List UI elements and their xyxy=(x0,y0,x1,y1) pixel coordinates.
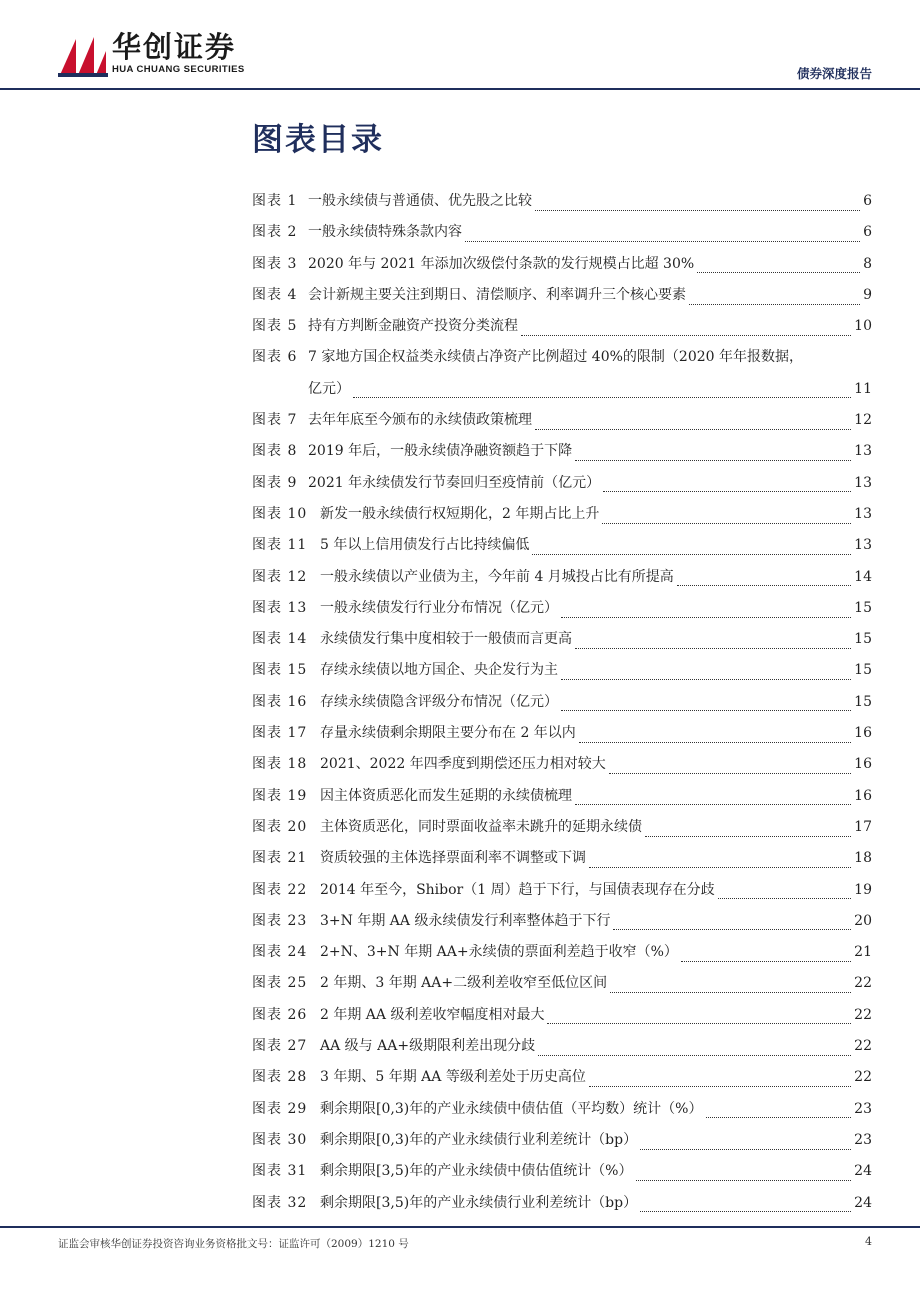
toc-entry-label: 图表 11 xyxy=(252,537,308,554)
toc-entry-label: 图表 18 xyxy=(252,756,308,773)
toc-entry[interactable] xyxy=(252,436,872,467)
toc-entry-label: 图表 20 xyxy=(252,818,308,835)
toc-entry-label: 图表 24 xyxy=(252,944,308,961)
toc-entry[interactable] xyxy=(252,342,872,405)
toc-dot-leader xyxy=(547,1022,851,1024)
toc-entry-label: 图表 19 xyxy=(252,787,308,804)
toc-entry-title: 3+N 年期 AA 级永续债发行利率整体趋于下行 xyxy=(320,912,611,929)
toc-entry-title: 存续永续债隐含评级分布情况（亿元） xyxy=(320,693,558,710)
toc-entry-title: 资质较强的主体选择票面利率不调整或下调 xyxy=(320,850,586,867)
toc-dot-leader xyxy=(561,709,851,711)
toc-entry-page: 24 xyxy=(854,1194,872,1211)
toc-entry-page: 23 xyxy=(854,1131,872,1148)
toc-entry-title: 主体资质恶化，同时票面收益率未跳升的延期永续债 xyxy=(320,818,642,835)
toc-dot-leader xyxy=(561,616,851,618)
brand-name-english: HUA CHUANG SECURITIES xyxy=(112,64,245,75)
toc-dot-leader xyxy=(579,741,851,743)
toc-entry-page: 20 xyxy=(854,912,872,929)
toc-dot-leader xyxy=(640,1210,851,1212)
toc-entry-title: 2 年期 AA 级利差收窄幅度相对最大 xyxy=(320,1006,545,1023)
toc-entry-label: 图表 22 xyxy=(252,881,308,898)
toc-entry-page: 10 xyxy=(854,318,872,335)
toc-entry-title: 7 家地方国企权益类永续债占净资产比例超过 40%的限制（2020 年年报数据， xyxy=(308,349,804,366)
toc-dot-leader xyxy=(645,835,851,837)
toc-entry-page: 16 xyxy=(854,725,872,742)
brand-name: 华创证券 xyxy=(112,30,237,64)
toc-entry-label: 图表 2 xyxy=(252,224,298,241)
toc-dot-leader xyxy=(575,647,851,649)
toc-entry-title: 一般永续债以产业债为主，今年前 4 月城投占比有所提高 xyxy=(320,568,674,585)
toc-dot-leader xyxy=(706,1116,852,1118)
toc-entry-title: 2019 年后，一般永续债净融资额趋于下降 xyxy=(308,443,573,460)
toc-entry-page: 12 xyxy=(854,412,872,429)
toc-entry[interactable] xyxy=(252,781,872,812)
table-of-figures xyxy=(252,186,872,1219)
toc-entry-title: 2021、2022 年四季度到期偿还压力相对较大 xyxy=(320,756,606,773)
toc-dot-leader xyxy=(718,897,852,899)
toc-entry-label: 图表 21 xyxy=(252,850,308,867)
toc-entry-label: 图表 6 xyxy=(252,349,298,366)
toc-dot-leader xyxy=(697,271,860,273)
toc-entry-label: 图表 5 xyxy=(252,318,298,335)
toc-entry[interactable] xyxy=(252,530,872,561)
toc-entry[interactable] xyxy=(252,280,872,311)
toc-entry-page: 9 xyxy=(863,286,872,303)
report-type: 债券深度报告 xyxy=(796,66,872,81)
toc-entry-label: 图表 7 xyxy=(252,412,298,429)
header-divider xyxy=(0,88,920,90)
toc-entry-page: 17 xyxy=(854,818,872,835)
toc-entry-page: 23 xyxy=(854,1100,872,1117)
toc-entry-label: 图表 29 xyxy=(252,1100,308,1117)
toc-dot-leader xyxy=(535,428,851,430)
toc-entry-label: 图表 25 xyxy=(252,975,308,992)
toc-entry[interactable] xyxy=(252,1188,872,1219)
toc-entry-title-continued: 亿元） xyxy=(308,380,350,397)
toc-dot-leader xyxy=(465,240,860,242)
page-header xyxy=(0,0,920,92)
toc-dot-leader xyxy=(613,928,851,930)
toc-entry-page: 15 xyxy=(854,599,872,616)
toc-entry-title: 2014 年至今，Shibor（1 周）趋于下行，与国债表现存在分歧 xyxy=(320,881,715,898)
toc-dot-leader xyxy=(535,209,860,211)
toc-entry-title: 一般永续债发行行业分布情况（亿元） xyxy=(320,599,558,616)
toc-entry-page: 13 xyxy=(854,443,872,460)
toc-entry-page: 13 xyxy=(854,505,872,522)
toc-entry-page: 24 xyxy=(854,1163,872,1180)
toc-dot-leader xyxy=(353,396,851,398)
toc-entry-title: 剩余期限[3,5)年的产业永续债行业利差统计（bp） xyxy=(320,1194,638,1211)
toc-entry-title: 永续债发行集中度相较于一般债而言更高 xyxy=(320,631,572,648)
toc-entry-page: 16 xyxy=(854,756,872,773)
toc-entry-page: 6 xyxy=(863,193,872,209)
toc-dot-leader xyxy=(636,1179,852,1181)
toc-entry-label: 图表 9 xyxy=(252,474,298,491)
toc-dot-leader xyxy=(589,866,851,868)
toc-entry-page: 22 xyxy=(854,1006,872,1023)
toc-dot-leader xyxy=(609,772,851,774)
toc-entry-title: 剩余期限[3,5)年的产业永续债中债估值统计（%） xyxy=(320,1163,633,1180)
toc-entry-label: 图表 16 xyxy=(252,693,308,710)
toc-dot-leader xyxy=(689,303,860,305)
footer-license: 证监会审核华创证券投资咨询业务资格批文号：证监许可（2009）1210 号 xyxy=(58,1238,409,1250)
toc-dot-leader xyxy=(589,1085,851,1087)
toc-entry-title: 3 年期、5 年期 AA 等级利差处于历史高位 xyxy=(320,1069,586,1086)
toc-entry-page: 16 xyxy=(854,787,872,804)
toc-entry[interactable] xyxy=(252,655,872,686)
toc-entry[interactable] xyxy=(252,843,872,874)
toc-entry[interactable] xyxy=(252,937,872,968)
toc-dot-leader xyxy=(640,1148,851,1150)
toc-entry-label: 图表 15 xyxy=(252,662,308,679)
toc-dot-leader xyxy=(538,1054,851,1056)
toc-entry[interactable] xyxy=(252,906,872,937)
toc-entry[interactable] xyxy=(252,1094,872,1125)
toc-entry-page: 15 xyxy=(854,631,872,648)
toc-entry-label: 图表 10 xyxy=(252,505,308,522)
toc-entry-title: 因主体资质恶化而发生延期的永续债梳理 xyxy=(320,787,572,804)
toc-entry-page: 22 xyxy=(854,975,872,992)
toc-entry-title: 剩余期限[0,3)年的产业永续债中债估值（平均数）统计（%） xyxy=(320,1100,703,1117)
footer-divider xyxy=(0,1226,920,1228)
toc-entry-title: 2 年期、3 年期 AA+二级利差收窄至低位区间 xyxy=(320,975,608,992)
toc-entry-label: 图表 8 xyxy=(252,443,298,460)
toc-entry[interactable] xyxy=(252,1156,872,1187)
toc-entry-title: 2021 年永续债发行节奏回归至疫情前（亿元） xyxy=(308,474,601,491)
toc-entry[interactable] xyxy=(252,1000,872,1031)
toc-entry-label: 图表 3 xyxy=(252,255,298,272)
toc-dot-leader xyxy=(677,584,851,586)
toc-entry-title: 存续永续债以地方国企、央企发行为主 xyxy=(320,662,558,679)
toc-entry[interactable] xyxy=(252,968,872,999)
toc-dot-leader xyxy=(521,334,851,336)
toc-entry-page: 8 xyxy=(863,255,872,272)
toc-entry-label: 图表 4 xyxy=(252,286,298,303)
toc-entry-label: 图表 17 xyxy=(252,725,308,742)
toc-entry[interactable] xyxy=(252,624,872,655)
toc-entry-page: 14 xyxy=(854,568,872,585)
toc-entry-label: 图表 12 xyxy=(252,568,308,585)
toc-entry[interactable] xyxy=(252,249,872,280)
toc-entry[interactable] xyxy=(252,217,872,248)
toc-dot-leader xyxy=(681,960,851,962)
huachuang-logo-icon xyxy=(58,33,108,77)
toc-entry[interactable] xyxy=(252,687,872,718)
toc-entry-title: 剩余期限[0,3)年的产业永续债行业利差统计（bp） xyxy=(320,1131,638,1148)
toc-entry[interactable] xyxy=(252,468,872,499)
toc-entry-label: 图表 32 xyxy=(252,1194,308,1211)
toc-entry-title: 新发一般永续债行权短期化，2 年期占比上升 xyxy=(320,505,600,522)
toc-entry-label: 图表 23 xyxy=(252,912,308,929)
toc-entry-page: 22 xyxy=(854,1069,872,1086)
toc-entry[interactable] xyxy=(252,562,872,593)
toc-entry-label: 图表 13 xyxy=(252,599,308,616)
toc-entry-label: 图表 26 xyxy=(252,1006,308,1023)
toc-entry-title: 2020 年与 2021 年添加次级偿付条款的发行规模占比超 30% xyxy=(308,255,695,272)
toc-entry[interactable] xyxy=(252,812,872,843)
toc-entry-title: AA 级与 AA+级期限利差出现分歧 xyxy=(320,1038,536,1055)
toc-entry-page: 19 xyxy=(854,881,872,898)
page-number: 4 xyxy=(865,1235,872,1248)
toc-entry-page: 13 xyxy=(854,474,872,491)
toc-entry-title: 一般永续债特殊条款内容 xyxy=(308,224,462,241)
toc-entry-page: 18 xyxy=(854,850,872,867)
toc-dot-leader xyxy=(610,991,851,993)
toc-entry-label: 图表 14 xyxy=(252,631,308,648)
toc-entry-label: 图表 1 xyxy=(252,193,298,209)
toc-entry-page: 22 xyxy=(854,1038,872,1055)
toc-entry-page: 15 xyxy=(854,693,872,710)
toc-entry[interactable] xyxy=(252,593,872,624)
toc-dot-leader xyxy=(575,459,851,461)
toc-entry-title: 去年年底至今颁布的永续债政策梳理 xyxy=(308,412,532,429)
toc-entry-page: 6 xyxy=(863,224,872,241)
toc-entry-title: 一般永续债与普通债、优先股之比较 xyxy=(308,193,532,209)
toc-entry-page: 15 xyxy=(854,662,872,679)
toc-dot-leader xyxy=(603,490,851,492)
toc-entry-label: 图表 30 xyxy=(252,1131,308,1148)
toc-entry[interactable] xyxy=(252,1062,872,1093)
toc-entry[interactable] xyxy=(252,499,872,530)
toc-dot-leader xyxy=(532,553,851,555)
toc-dot-leader xyxy=(561,678,851,680)
toc-entry[interactable] xyxy=(252,718,872,749)
toc-entry-page: 21 xyxy=(854,944,872,961)
toc-entry[interactable] xyxy=(252,875,872,906)
toc-entry-label: 图表 28 xyxy=(252,1069,308,1086)
toc-entry-title: 2+N、3+N 年期 AA+永续债的票面利差趋于收窄（%） xyxy=(320,944,678,961)
toc-entry-page: 11 xyxy=(854,380,872,397)
toc-entry[interactable] xyxy=(252,1031,872,1062)
toc-entry[interactable] xyxy=(252,749,872,780)
toc-entry[interactable] xyxy=(252,311,872,342)
toc-entry-title: 存量永续债剩余期限主要分布在 2 年以内 xyxy=(320,725,576,742)
toc-dot-leader xyxy=(575,803,851,805)
page-title: 图表目录 xyxy=(252,122,384,158)
toc-entry-title: 5 年以上信用债发行占比持续偏低 xyxy=(320,537,530,554)
toc-entry-page: 13 xyxy=(854,537,872,554)
toc-entry-label: 图表 31 xyxy=(252,1163,308,1180)
toc-entry-label: 图表 27 xyxy=(252,1038,308,1055)
toc-entry-title: 会计新规主要关注到期日、清偿顺序、利率调升三个核心要素 xyxy=(308,286,686,303)
toc-entry[interactable] xyxy=(252,1125,872,1156)
toc-entry[interactable] xyxy=(252,186,872,217)
toc-entry[interactable] xyxy=(252,405,872,436)
toc-entry-title: 持有方判断金融资产投资分类流程 xyxy=(308,318,518,335)
toc-dot-leader xyxy=(602,522,851,524)
